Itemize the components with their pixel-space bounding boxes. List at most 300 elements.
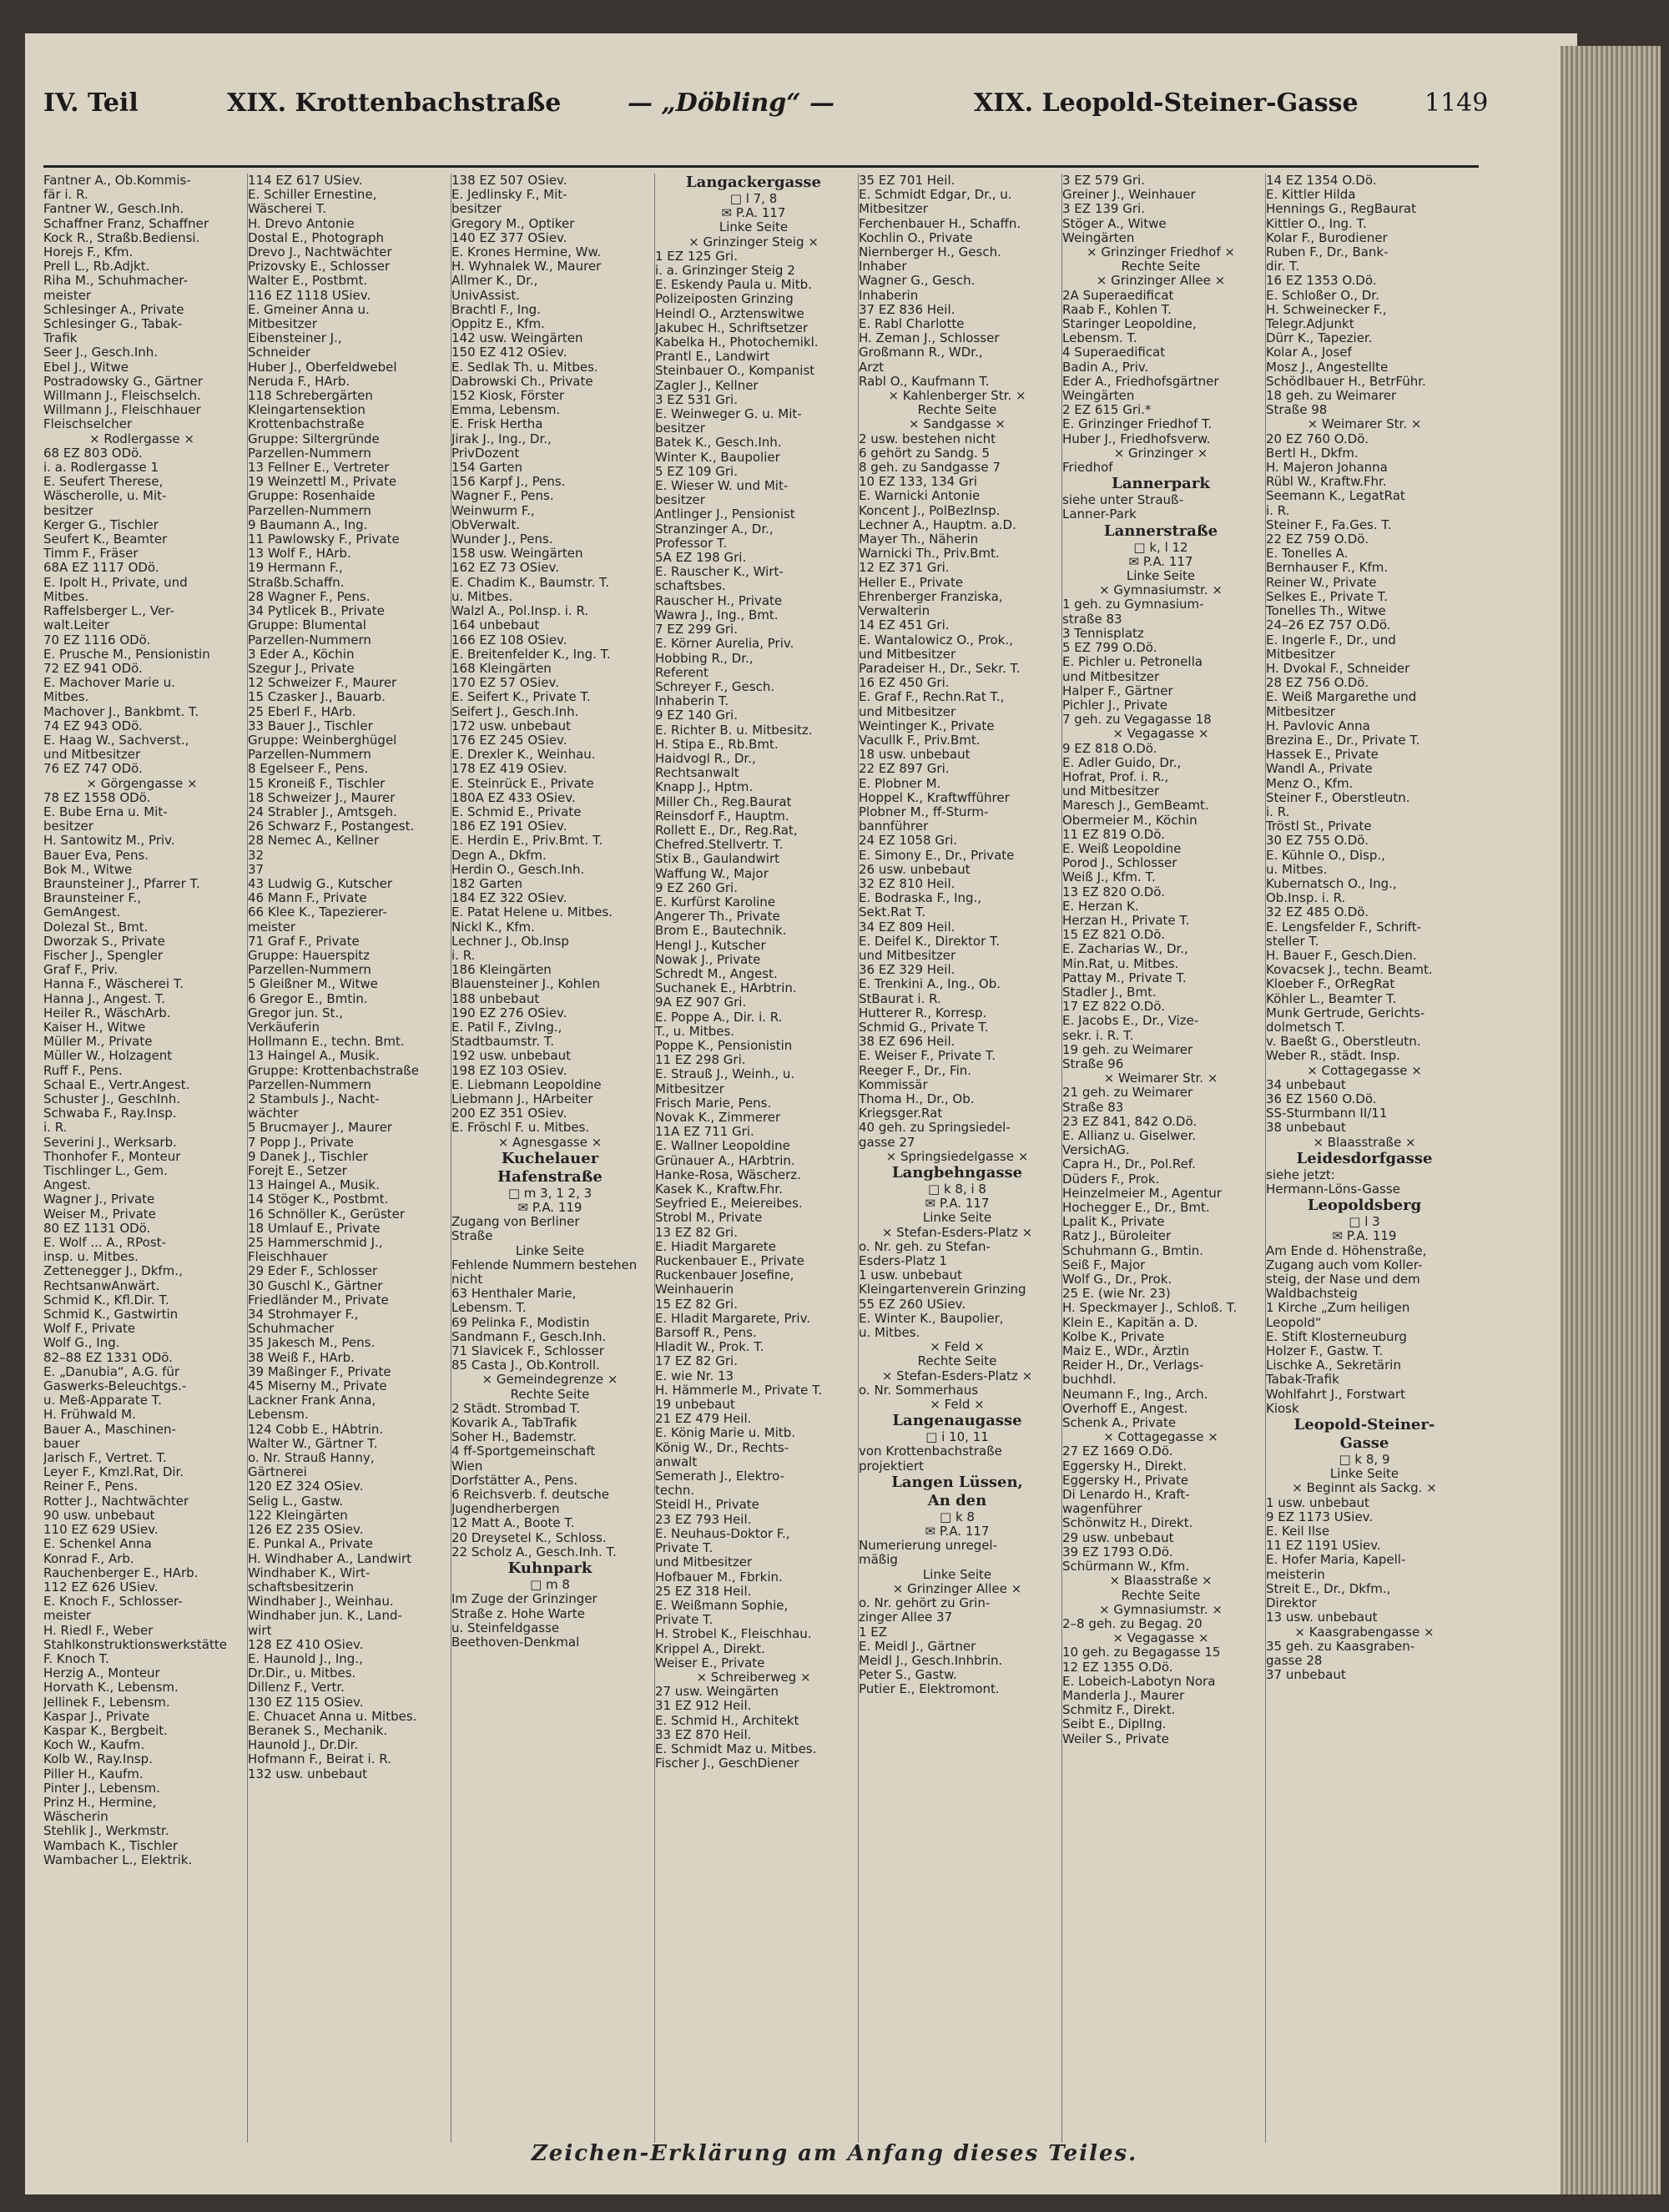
directory-line: 15 Kroneiß F., Tischler (248, 776, 386, 791)
directory-line: Kloeber F., OrRegRat (1266, 977, 1395, 992)
directory-line: × Blaasstraße × (1313, 1135, 1416, 1150)
directory-line: nicht (451, 1272, 483, 1287)
directory-line: 128 EZ 410 OSiev. (248, 1637, 364, 1652)
directory-line: 29 usw. unbebaut (1062, 1530, 1174, 1545)
directory-line: Langbehngasse (891, 1164, 1023, 1182)
directory-line: Linke Seite (719, 220, 789, 235)
directory-line: 28 Nemec A., Kellner (248, 834, 380, 849)
directory-line: Eggersky H., Direkt. (1062, 1459, 1187, 1474)
directory-line: Ruben F., Dr., Bank- (1266, 245, 1389, 260)
directory-line: × Grinzinger Allee × (892, 1581, 1022, 1596)
directory-line: Lebensm. T. (451, 1301, 527, 1316)
directory-line: E. Kittler Hilda (1266, 188, 1356, 203)
directory-line: E. Schmidt Maz u. Mitbes. (655, 1741, 817, 1756)
directory-line: Severini J., Werksarb. (43, 1135, 177, 1150)
directory-line: Gaswerks-Beleuchtgs.- (43, 1379, 187, 1394)
directory-line: Halper F., Gärtner (1062, 683, 1173, 698)
directory-line: Rechte Seite (510, 1387, 590, 1402)
directory-line: Hochegger E., Dr., Bmt. (1062, 1201, 1210, 1216)
directory-line: 140 EZ 377 OSiev. (451, 230, 567, 245)
directory-line: Soher H., Bademstr. (451, 1430, 577, 1445)
directory-line: besitzer (655, 421, 705, 436)
directory-line: Wandl A., Private (1266, 762, 1373, 777)
directory-line: 1 Kirche „Zum heiligen (1266, 1301, 1410, 1316)
directory-line: Prizovsky E., Schlosser (248, 259, 391, 275)
directory-line: Hanna F., Wäscherei T. (43, 977, 184, 992)
directory-line: 5 EZ 799 O.Dö. (1062, 641, 1157, 656)
directory-line: meisterin (1266, 1567, 1325, 1582)
directory-line: 15 Czasker J., Bauarb. (248, 690, 386, 705)
directory-line: GemAngest. (43, 905, 121, 920)
directory-line: Chefred.Stellvertr. T. (655, 838, 784, 853)
directory-line: E. Bube Erna u. Mit- (43, 804, 168, 819)
directory-line: Schmid G., Private T. (859, 1020, 989, 1035)
directory-line: E. Bodraska F., Ing., (859, 891, 982, 906)
directory-line: Sekt.Rat T. (859, 905, 926, 920)
directory-line: meister (43, 1609, 92, 1624)
directory-line: Rechte Seite (1121, 1588, 1201, 1603)
directory-line: Parzellen-Nummern (248, 963, 371, 978)
directory-line: 35 geh. zu Kaasgraben- (1266, 1639, 1415, 1654)
directory-line: 188 unbebaut (451, 991, 540, 1006)
directory-line: Lannerstraße (1103, 522, 1218, 540)
directory-line: Krippel A., Direkt. (655, 1641, 765, 1656)
directory-line: H. Wyhnalek W., Maurer (451, 259, 602, 275)
directory-line: 24–26 EZ 757 O.Dö. (1266, 618, 1391, 633)
column-4 (654, 174, 852, 2143)
directory-line: Seibt E., DiplIng. (1062, 1717, 1167, 1732)
directory-line: 27 usw. Weingärten (655, 1685, 779, 1700)
directory-line: 23 EZ 841, 842 O.Dö. (1062, 1114, 1198, 1129)
column-7 (1265, 174, 1463, 2143)
directory-line: × Weimarer Str. × (1307, 417, 1422, 432)
directory-line: Schneider (248, 345, 311, 360)
directory-line: Machover J., Bankbmt. T. (43, 704, 199, 719)
directory-line: i. a. Grinzinger Steig 2 (655, 264, 795, 279)
directory-line: 154 Garten (451, 461, 522, 476)
directory-line: RechtsanwAnwärt. (43, 1278, 160, 1293)
directory-line: × Vegagasse × (1112, 727, 1209, 742)
directory-line: × Kaasgrabengasse × (1294, 1625, 1435, 1640)
directory-line: 180A EZ 433 OSiev. (451, 790, 576, 805)
directory-line: 78 EZ 1558 ODö. (43, 790, 151, 805)
directory-line: Tabak-Trafik (1266, 1373, 1339, 1388)
directory-line: Telegr.Adjunkt (1266, 317, 1354, 332)
directory-line: 24 EZ 1058 Gri. (859, 834, 958, 849)
directory-line: 12 EZ 371 Gri. (859, 561, 950, 576)
directory-line: Strobl M., Private (655, 1211, 763, 1226)
directory-line: 37 (248, 862, 265, 877)
directory-line: Kolb W., Ray.Insp. (43, 1752, 153, 1767)
directory-line: Schmid K., Gastwirtin (43, 1308, 179, 1323)
directory-line: 7 geh. zu Vegagasse 18 (1062, 713, 1212, 728)
directory-line: E. Patil F., ZivIng., (451, 1020, 562, 1035)
directory-line: Kittler O., Ing. T. (1266, 216, 1367, 231)
directory-line: Gruppe: Rosenhaide (248, 489, 376, 504)
directory-line: Schwaba F., Ray.Insp. (43, 1106, 177, 1121)
directory-line: Wagner F., Pens. (451, 489, 554, 504)
directory-line: E. Liebmann Leopoldine (451, 1077, 602, 1092)
directory-line: Braunsteiner F., (43, 891, 142, 906)
directory-line: Emma, Lebensm. (451, 403, 561, 418)
directory-line: Selig L., Gastw. (248, 1494, 344, 1509)
directory-line: Wohlfahrt J., Forstwart (1266, 1387, 1405, 1402)
column-5 (858, 174, 1056, 2143)
directory-line: 39 Maßinger F., Private (248, 1364, 391, 1379)
directory-line: 32 EZ 485 O.Dö. (1266, 905, 1369, 920)
directory-line: × Rodlergasse × (89, 431, 194, 446)
directory-line: Schödlbauer H., BetrFühr. (1266, 374, 1426, 389)
directory-line: Eggersky H., Private (1062, 1473, 1189, 1488)
header-left-street: XIX. Krottenbachstraße (227, 88, 562, 118)
directory-line: 80 EZ 1131 ODö. (43, 1221, 151, 1236)
directory-line: Menz O., Kfm. (1266, 776, 1354, 791)
directory-line: Rechte Seite (1121, 259, 1201, 275)
footer-note: Zeichen-Erklärung am Anfang dieses Teiles. (531, 2141, 1138, 2166)
directory-line: H. Windhaber A., Landwirt (248, 1551, 411, 1566)
directory-line: Seifert J., Gesch.Inh. (451, 704, 579, 719)
directory-line: 66 Klee K., Tapezierer- (248, 905, 387, 920)
directory-line: An den (927, 1491, 987, 1509)
directory-line: Nowak J., Private (655, 952, 761, 967)
directory-line: Walter E., Postbmt. (248, 274, 368, 289)
directory-line: meister (43, 288, 92, 303)
directory-line: 112 EZ 626 USiev. (43, 1580, 159, 1595)
directory-line: v. Baeßt G., Oberstleutn. (1266, 1035, 1421, 1050)
directory-line: 152 Kiosk, Förster (451, 389, 565, 404)
directory-line: 18 usw. unbebaut (859, 748, 971, 763)
directory-line: Beranek S., Mechanik. (248, 1723, 388, 1738)
directory-line: Kasek K., Kraftw.Fhr. (655, 1182, 783, 1197)
directory-line: 1 usw. unbebaut (859, 1268, 962, 1283)
directory-line: E. Ipolt H., Private, und (43, 575, 188, 590)
directory-line: 116 EZ 1118 USiev. (248, 288, 371, 303)
directory-line: Leidesdorfgasse (1296, 1149, 1433, 1167)
directory-line: Overhoff E., Angest. (1062, 1401, 1188, 1416)
directory-line: Porod J., Schlosser (1062, 856, 1177, 871)
directory-line: 5A EZ 198 Gri. (655, 551, 747, 566)
header-rule (43, 165, 1479, 168)
directory-line: 6 gehört zu Sandg. 5 (859, 446, 991, 461)
directory-line: 11 EZ 819 O.Dö. (1062, 827, 1165, 842)
directory-line: Schürmann W., Kfm. (1062, 1559, 1190, 1575)
directory-line: Lebensm. (248, 1408, 309, 1423)
directory-line: dir. T. (1266, 259, 1300, 275)
directory-line: E. „Danubia“, A.G. für (43, 1364, 180, 1379)
directory-line: Inhaberin (859, 288, 919, 303)
directory-line: Dillenz F., Vertr. (248, 1680, 345, 1696)
directory-line: H. Riedl F., Weber (43, 1623, 154, 1638)
directory-line: 168 Kleingärten (451, 661, 552, 676)
directory-line: Fleischhauer (248, 1250, 328, 1265)
directory-line: Prell L., Rb.Adjkt. (43, 259, 150, 275)
directory-line: Trafik (43, 331, 78, 346)
directory-line: 82–88 EZ 1331 ODö. (43, 1350, 173, 1365)
directory-line: E. Herdin E., Priv.Bmt. T. (451, 834, 603, 849)
directory-line: Di Lenardo H., Kraft- (1062, 1488, 1190, 1503)
directory-line: □ l 3 (1349, 1215, 1380, 1230)
directory-line: Schuster J., GeschInh. (43, 1092, 180, 1106)
directory-line: E. Wieser W. und Mit- (655, 479, 789, 494)
directory-line: 40 geh. zu Springsiedel- (859, 1121, 1011, 1136)
directory-line: ✉ P.A. 117 (721, 206, 786, 221)
directory-line: Liebmann J., HArbeiter (451, 1092, 593, 1106)
directory-line: 9 Danek J., Tischler (248, 1149, 368, 1164)
directory-line: Straße 83 (1062, 1100, 1124, 1115)
directory-line: Lebensm. T. (1062, 331, 1137, 346)
directory-line: Obermeier M., Köchin (1062, 813, 1198, 828)
directory-line: o. Nr. gehört zu Grin- (859, 1596, 991, 1611)
directory-line: Stix B., Gaulandwirt (655, 852, 780, 867)
directory-line: Capra H., Dr., Pol.Ref. (1062, 1157, 1196, 1172)
directory-line: Kochlin O., Private (859, 230, 973, 245)
directory-page (25, 33, 1577, 2194)
directory-line: ObVerwalt. (451, 517, 521, 532)
directory-line: Vacullk F., Priv.Bmt. (859, 733, 981, 748)
directory-line: × Gymnasiumstr. × (1099, 583, 1223, 598)
directory-line: Ob.Insp. i. R. (1266, 891, 1346, 906)
directory-line: wächter (248, 1106, 299, 1121)
directory-line: Seemann K., LegatRat (1266, 489, 1405, 504)
directory-line: Brezina E., Dr., Private T. (1266, 733, 1420, 748)
directory-line: Kolar A., Josef (1266, 345, 1352, 360)
directory-line: Frisch Marie, Pens. (655, 1096, 772, 1111)
directory-line: E. Knoch F., Schlosser- (43, 1595, 183, 1610)
directory-line: Meidl J., Gesch.Inhbrin. (859, 1653, 1003, 1668)
directory-line: Steinbauer O., Kompanist (655, 364, 815, 379)
directory-line: 158 usw. Weingärten (451, 547, 583, 562)
directory-line: H. Zeman J., Schlosser (859, 331, 1000, 346)
directory-line: Straße 98 (1266, 403, 1328, 418)
directory-line: Rechte Seite (917, 1354, 997, 1369)
directory-line: Stranzinger A., Dr., (655, 522, 774, 537)
directory-line: 5 Brucmayer J., Maurer (248, 1121, 392, 1136)
directory-line: Kaspar J., Private (43, 1709, 150, 1724)
directory-line: 122 Kleingärten (248, 1508, 348, 1523)
directory-line: Müller W., Holzagent (43, 1049, 173, 1064)
directory-line: Nickl K., Kfm. (451, 920, 535, 935)
directory-line: Lechner J., Ob.Insp (451, 934, 569, 949)
directory-line: Arzt (859, 360, 885, 375)
page-number: 1149 (1424, 88, 1489, 118)
directory-line: □ m 3, 1 2, 3 (507, 1186, 592, 1201)
directory-line: Seufert K., Beamter (43, 532, 168, 547)
directory-line: Kaiser H., Witwe (43, 1020, 146, 1035)
directory-line: × Springsiedelgasse × (885, 1149, 1029, 1164)
directory-line: 2 usw. bestehen nicht (859, 431, 996, 446)
directory-line: Streit E., Dr., Dkfm., (1266, 1581, 1391, 1596)
directory-line: E. Krones Hermine, Ww. (451, 245, 602, 260)
directory-line: 34 Pytlicek B., Private (248, 604, 385, 619)
directory-line: E. Deifel K., Direktor T. (859, 934, 1001, 949)
directory-line: E. Allianz u. Giselwer. (1062, 1129, 1197, 1143)
directory-line: 27 EZ 1669 O.Dö. (1062, 1444, 1173, 1459)
directory-line: 26 usw. unbebaut (859, 862, 971, 877)
directory-line: E. Schmid H., Architekt (655, 1713, 799, 1728)
directory-line: Herzan H., Private T. (1062, 913, 1190, 928)
directory-line: straße 83 (1062, 612, 1122, 627)
directory-line: 68 EZ 803 ODö. (43, 446, 143, 461)
directory-line: 150 EZ 412 OSiev. (451, 345, 567, 360)
directory-line: 35 EZ 701 Heil. (859, 174, 956, 188)
directory-line: Wagner J., Private (43, 1192, 155, 1207)
directory-line: 32 EZ 810 Heil. (859, 876, 956, 891)
directory-line: 190 EZ 276 OSiev. (451, 1005, 567, 1020)
directory-line: × Grinzinger × (1113, 446, 1208, 461)
directory-line: u. Mitbes. (1266, 862, 1328, 877)
directory-line: 17 EZ 82 Gri. (655, 1354, 738, 1369)
directory-line: Parzellen-Nummern (248, 632, 371, 647)
directory-line: Paradeiser H., Dr., Sekr. T. (859, 661, 1021, 676)
directory-line: mäßig (859, 1553, 898, 1568)
directory-line: Piller H., Kaufm. (43, 1766, 144, 1781)
directory-line: Kubernatsch O., Ing., (1266, 876, 1397, 891)
directory-line: Inhaberin T. (655, 694, 729, 709)
directory-line: dolmetsch T. (1266, 1020, 1346, 1035)
directory-line: Weinwurm F., (451, 503, 535, 518)
directory-line: 19 unbebaut (655, 1398, 735, 1413)
directory-line: König W., Dr., Rechts- (655, 1440, 789, 1455)
directory-line: Eder A., Friedhofsgärtner (1062, 374, 1219, 389)
directory-line: Thoma H., Dr., Ob. (859, 1092, 975, 1106)
directory-line: 132 usw. unbebaut (248, 1766, 368, 1781)
directory-line: F. Knoch T. (43, 1651, 109, 1666)
directory-line: Weiser E., Private (655, 1655, 765, 1670)
directory-line: schaftsbes. (655, 579, 726, 594)
directory-line: 72 EZ 941 ODö. (43, 661, 143, 676)
directory-line: Gärtnerei (248, 1465, 307, 1480)
directory-line: 18 Umlauf E., Private (248, 1221, 381, 1236)
directory-line: 2–8 geh. zu Begag. 20 (1062, 1616, 1203, 1631)
directory-line: E. Plobner M. (859, 776, 941, 791)
directory-line: × Gymnasiumstr. × (1099, 1602, 1223, 1617)
directory-line: 3 Tennisplatz (1062, 626, 1144, 641)
directory-line: Hofbauer M., Fbrkin. (655, 1570, 783, 1585)
directory-line: Kaspar K., Bergbeit. (43, 1723, 168, 1738)
directory-line: Mitbesitzer (655, 1081, 724, 1096)
directory-line: 14 EZ 1354 O.Dö. (1266, 174, 1377, 188)
directory-line: E. Schenkel Anna (43, 1537, 152, 1552)
directory-line: Lannerpark (1112, 475, 1210, 493)
directory-line: i. a. Rodlergasse 1 (43, 461, 159, 476)
directory-line: 186 Kleingärten (451, 963, 552, 978)
directory-line: 17 EZ 822 O.Dö. (1062, 1000, 1165, 1015)
directory-line: Gruppe: Blumental (248, 618, 366, 633)
directory-line: 13 EZ 82 Gri. (655, 1225, 738, 1240)
directory-line: 176 EZ 245 OSiev. (451, 733, 567, 748)
directory-line: E. Schiller Ernestine, (248, 188, 377, 203)
directory-line: Hanke-Rosa, Wäscherz. (655, 1167, 801, 1182)
directory-line: Jirak J., Ing., Dr., (451, 431, 552, 446)
directory-line: E. Weinweger G. u. Mit- (655, 407, 802, 422)
directory-line: × Grinzinger Allee × (1096, 274, 1226, 289)
directory-line: E. Kurfürst Karoline (655, 894, 776, 909)
directory-line: Bauer Eva, Pens. (43, 848, 149, 863)
directory-line: 11A EZ 711 Gri. (655, 1125, 754, 1140)
directory-line: × Weimarer Str. × (1103, 1071, 1218, 1086)
directory-line: Rübl W., Kraftw.Fhr. (1266, 475, 1387, 490)
directory-line: H. Santowitz M., Priv. (43, 834, 175, 849)
directory-line: E. Wolf ... A., RPost- (43, 1236, 166, 1251)
directory-line: Bertl H., Dkfm. (1266, 446, 1359, 461)
directory-line: Linke Seite (1126, 569, 1196, 584)
directory-line: Raab F., Kohlen T. (1062, 302, 1172, 317)
directory-line: Jakubec H., Schriftsetzer (655, 320, 809, 335)
directory-line: bannführer (859, 819, 929, 834)
directory-line: Sandmann F., Gesch.Inh. (451, 1329, 607, 1344)
directory-line: Ferchenbauer H., Schaffn. (859, 216, 1021, 231)
directory-line: E. Keil Ilse (1266, 1524, 1330, 1539)
directory-line: 12 Schweizer F., Maurer (248, 676, 397, 691)
directory-line: 5 EZ 109 Gri. (655, 464, 738, 479)
directory-line: steig, der Nase und dem (1266, 1272, 1420, 1287)
directory-line: und Mitbesitzer (43, 748, 141, 763)
directory-line: 85 Casta J., Ob.Kontroll. (451, 1358, 600, 1373)
directory-line: Hermann-Löns-Gasse (1266, 1182, 1400, 1197)
directory-line: Stadler J., Bmt. (1062, 985, 1157, 1000)
directory-line: 142 usw. Weingärten (451, 331, 583, 346)
directory-line: Rabl O., Kaufmann T. (859, 374, 990, 389)
directory-line: steller T. (1266, 934, 1319, 949)
directory-line: 120 EZ 324 OSiev. (248, 1479, 364, 1494)
directory-line: Ruckenbauer E., Private (655, 1254, 804, 1269)
directory-line: Schredt M., Angest. (655, 966, 778, 981)
directory-line: Weiser M., Private (43, 1207, 156, 1222)
directory-line: E. Machover Marie u. (43, 676, 175, 691)
directory-line: Reeger F., Dr., Fin. (859, 1063, 972, 1078)
directory-line: besitzer (43, 503, 93, 518)
directory-line: 76 EZ 747 ODö. (43, 762, 143, 777)
directory-line: Kovarik A., TabTrafik (451, 1416, 577, 1431)
directory-line: 156 Karpf J., Pens. (451, 475, 566, 490)
directory-line: Hanna J., Angest. T. (43, 991, 166, 1006)
directory-line: E. Lobeich-Labotyn Nora (1062, 1674, 1216, 1689)
directory-line: × Feld × (930, 1398, 985, 1413)
directory-line: Parzellen-Nummern (248, 446, 371, 461)
directory-line: Koncent J., PolBezInsp. (859, 503, 1001, 518)
directory-line: Herdin O., Gesch.Inh. (451, 862, 585, 877)
directory-line: Knapp J., Hptm. (655, 780, 754, 795)
directory-line: Weinhauerin (655, 1282, 734, 1297)
header-right-street: XIX. Leopold-Steiner-Gasse (974, 88, 1359, 118)
directory-line: × Vegagasse × (1112, 1631, 1209, 1646)
directory-line: Schenk A., Private (1062, 1416, 1177, 1431)
directory-line: Professor T. (655, 536, 728, 551)
directory-line: Prantl E., Landwirt (655, 350, 770, 365)
directory-line: × Stefan-Esders-Platz × (881, 1368, 1033, 1383)
directory-line: 14 EZ 451 Gri. (859, 618, 950, 633)
directory-line: Dostal E., Photograph (248, 230, 385, 245)
directory-line: 126 EZ 235 OSiev. (248, 1523, 364, 1538)
directory-line: Brom E., Bautechnik. (655, 924, 787, 939)
directory-line: Huber J., Friedhofsverw. (1062, 431, 1211, 446)
directory-line: Weiler S., Private (1062, 1731, 1169, 1746)
directory-line: E. Jedlinsky F., Mit- (451, 188, 567, 203)
directory-line: Rechtsanwalt (655, 766, 739, 781)
directory-line: 20 Dreysetel K., Schloss. (451, 1530, 607, 1545)
directory-line: 1 geh. zu Gymnasium- (1062, 597, 1204, 612)
directory-line: Poppe K., Pensionistin (655, 1038, 793, 1053)
directory-line: 6 Gregor E., Bmtin. (248, 991, 368, 1006)
directory-line: Steiner F., Fa.Ges. T. (1266, 517, 1392, 532)
directory-line: Straße 96 (1062, 1056, 1124, 1071)
directory-line: E. Neuhaus-Doktor F., (655, 1526, 790, 1541)
directory-line: Friedhof (1062, 461, 1113, 476)
directory-line: Stöger A., Witwe (1062, 216, 1167, 231)
directory-line: Forejt E., Setzer (248, 1164, 347, 1179)
directory-line: 31 EZ 912 Heil. (655, 1699, 752, 1714)
directory-line: Klein E., Kapitän a. D. (1062, 1315, 1198, 1330)
